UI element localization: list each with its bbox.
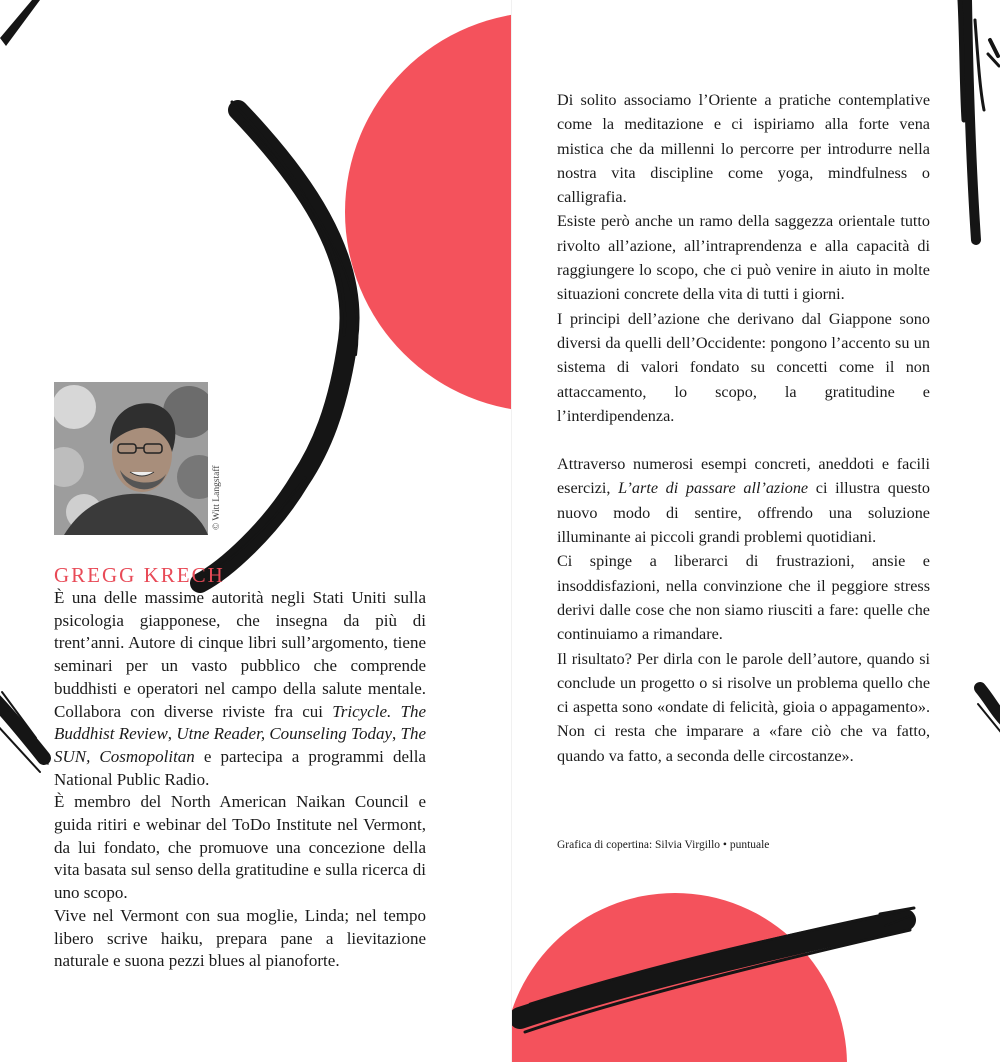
italic-title: Utne Reader, Counseling Today — [176, 724, 392, 744]
description-paragraph: Esiste però anche un ramo della saggezza orientale tutto rivolto all’azione, all’intraprendenza e alla capacità di raggiungere lo scopo, che ci può venire in aiuto in molte situazioni concrete della vita di tutti i giorni. — [557, 212, 930, 304]
bio-paragraph: Vive nel Vermont con sua moglie, Linda; nel tempo libero scrive haiku, prepara pane a lievitazione naturale e suona pezzi blues al pianoforte. — [54, 905, 426, 971]
photo-credit: © Witt Langstaff — [212, 465, 222, 530]
italic-title: The SUN, Cosmopolitan — [54, 724, 427, 766]
paragraph-spacer — [557, 428, 930, 452]
brush-left-edge — [0, 692, 48, 772]
description-paragraph: I principi dell’azione che derivano dal Giappone sono diversi da quelli dell’Occidente: pongono l’accento su un sistema di valori fondato su concetti come il non attaccamento, lo scopo, la gratitudine e l’interdipendenza. — [557, 309, 930, 425]
brush-right-edge — [978, 688, 1000, 736]
bio-paragraph: È membro del North American Naikan Council e guida ritiri e webinar del ToDo Institute nel Vermont, da lui fondato, che promuove una concezione della vita basata sul senso della gratitudine e sulla ricerca di uno scopo. — [54, 792, 426, 903]
author-photo — [54, 382, 208, 535]
book-description — [557, 88, 930, 768]
author-name: GREGG KRECH — [54, 563, 225, 587]
brush-arc — [200, 102, 357, 583]
description-paragraph: Di solito associamo l’Oriente a pratiche contemplative come la meditazione e ci ispiriamo alla forte vena mistica che da millenni lo percorre per introdurre nella nostra vita discipline come yoga, mindfulness o calligrafia. — [557, 91, 930, 207]
description-paragraph: Ci spinge a liberarci di frustrazioni, ansie e insoddisfazioni, nella convinzione che il peggiore stress derivi dalle cose che non siamo riusciti a fare: quelle che continuiamo a rimandare. — [557, 552, 930, 644]
bio-paragraph: È una delle massime autorità negli Stati Uniti sulla psicologia giapponese, che insegna da più di trent’anni. Autore di cinque libri sull’argomento, tiene seminari per un vasto pubblico che comprende buddhisti e operatori nel campo della salute mentale. Collabora con diverse riviste fra cui Tricycle. The Buddhist Review, Utne Reader, Counseling Today, The SUN, Cosmopolitan e partecipa a programmi della National Public Radio. — [54, 588, 427, 789]
brush-top-left — [0, 0, 40, 46]
italic-title: Tricycle. The Buddhist Review — [54, 701, 426, 744]
cover-credit: Grafica di copertina: Silvia Virgillo • puntuale — [557, 839, 770, 851]
description-paragraph: Attraverso numerosi esempi concreti, aneddoti e facili esercizi, L’arte di passare all’azione ci illustra questo nuovo modo di sentire, offrendo una soluzione illuminante ai piccoli grandi problemi quotidiani. — [557, 455, 930, 547]
page-fold — [511, 0, 512, 1062]
author-bio — [54, 587, 426, 973]
description-paragraph: Il risultato? Per dirla con le parole dell’autore, quando si conclude un progetto o si risolve un problema quello che ci aspetta sono «ondate di felicità, gioia o appagamento». Non ci resta che imparare a «fare ciò che va fatto, quando va fatto, a seconda delle circostanze». — [557, 649, 930, 765]
italic-title: L’arte di passare all’azione — [618, 479, 809, 498]
brush-top-right — [960, 0, 999, 240]
